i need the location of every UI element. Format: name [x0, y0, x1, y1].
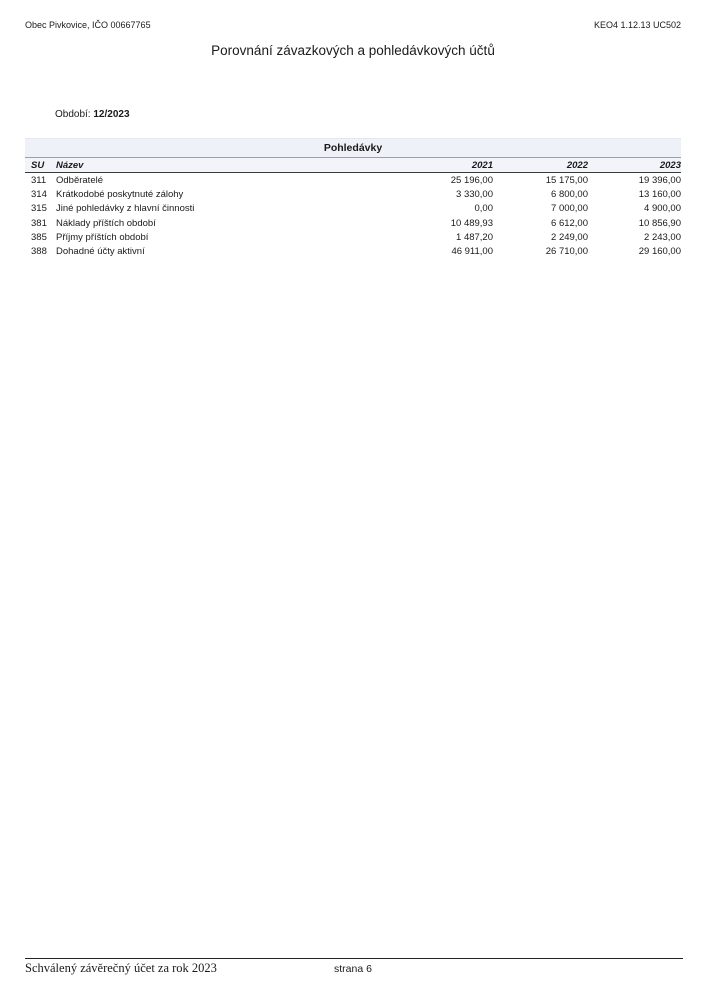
footer-document-name: Schválený závěrečný účet za rok 2023	[25, 961, 217, 975]
organization-label: Obec Pivkovice, IČO 00667765	[25, 20, 151, 30]
cell-su: 385	[31, 231, 47, 243]
cell-2021: 46 911,00	[451, 246, 493, 258]
cell-su: 314	[31, 188, 47, 200]
cell-2023: 2 243,00	[644, 231, 681, 243]
table-row	[25, 202, 681, 216]
page-title: Porovnání závazkových a pohledávkových účtů	[211, 43, 495, 58]
cell-2022: 7 000,00	[551, 203, 588, 215]
table-section-title: Pohledávky	[25, 138, 681, 157]
cell-2021: 0,00	[474, 203, 493, 215]
software-version-label: KEO4 1.12.13 UC502	[593, 20, 681, 30]
table-row	[25, 173, 681, 187]
column-header-2022: 2022	[566, 159, 588, 171]
footer-page-number: strana 6	[334, 963, 372, 975]
cell-nazev: Dohadné účty aktivní	[56, 246, 145, 258]
cell-nazev: Náklady příštích období	[56, 217, 156, 229]
cell-nazev: Jiné pohledávky z hlavní činnosti	[56, 203, 195, 215]
table-row	[25, 230, 681, 244]
document-meta-header	[25, 20, 681, 31]
cell-2023: 13 160,00	[638, 188, 681, 200]
receivables-table	[25, 138, 681, 259]
period-label: Období:	[55, 109, 91, 120]
cell-2022: 6 612,00	[551, 217, 588, 229]
cell-2022: 6 800,00	[551, 188, 588, 200]
cell-su: 381	[31, 217, 47, 229]
table-row	[25, 216, 681, 230]
period-line	[55, 109, 130, 120]
footer-divider	[25, 958, 683, 959]
cell-2022: 2 249,00	[551, 231, 588, 243]
column-header-su: SU	[31, 159, 45, 171]
cell-su: 388	[31, 246, 47, 258]
cell-2023: 19 396,00	[638, 174, 681, 186]
column-header-2021: 2021	[471, 159, 493, 171]
column-header-nazev: Název	[56, 159, 84, 171]
cell-2022: 26 710,00	[545, 246, 588, 258]
cell-2023: 29 160,00	[638, 246, 681, 258]
cell-nazev: Krátkodobé poskytnuté zálohy	[56, 188, 184, 200]
cell-2021: 10 489,93	[450, 217, 493, 229]
table-row	[25, 244, 681, 258]
cell-su: 311	[31, 174, 47, 186]
cell-2021: 25 196,00	[450, 174, 493, 186]
table-body	[25, 173, 681, 259]
period-value: 12/2023	[93, 109, 130, 120]
cell-2022: 15 175,00	[545, 174, 588, 186]
cell-2023: 10 856,90	[638, 217, 681, 229]
cell-2023: 4 900,00	[644, 203, 681, 215]
cell-nazev: Odběratelé	[56, 174, 104, 186]
cell-nazev: Příjmy příštích období	[56, 231, 149, 243]
table-column-headers	[25, 157, 681, 173]
table-row	[25, 187, 681, 201]
cell-2021: 1 487,20	[456, 231, 493, 243]
cell-su: 315	[31, 203, 47, 215]
column-header-2023: 2023	[659, 159, 681, 171]
cell-2021: 3 330,00	[456, 188, 493, 200]
